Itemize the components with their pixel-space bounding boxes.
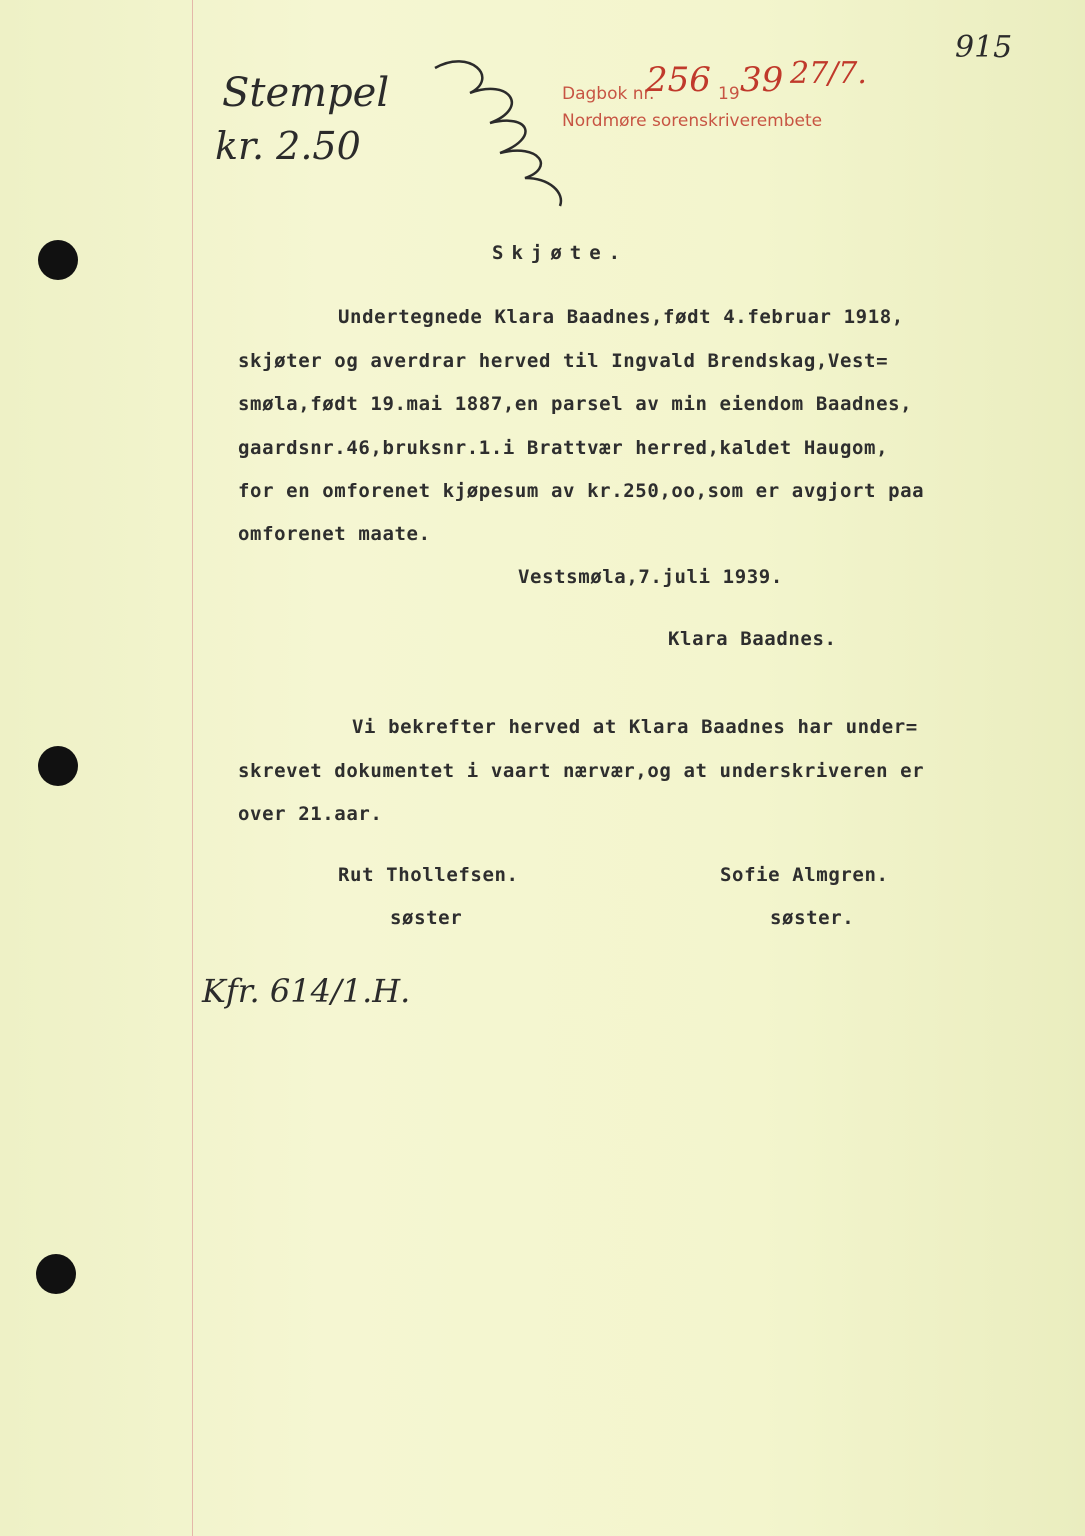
body-line: skjøter og averdrar herved til Ingvald Brendskag,Vest=: [238, 350, 889, 372]
stamp-date: 27/7.: [790, 56, 867, 91]
stamp-dagbok-label: Dagbok nr.: [562, 84, 655, 104]
witness-line: over 21.aar.: [238, 803, 383, 825]
punch-hole: [36, 1254, 76, 1294]
handwritten-stamp-amount: kr. 2.50: [215, 124, 361, 168]
stamp-year-prefix: 19: [718, 84, 740, 104]
witness-line: Vi bekrefter herved at Klara Baadnes har under=: [352, 716, 918, 738]
witness2-name: Sofie Almgren.: [720, 864, 889, 886]
witness2-title: søster.: [770, 907, 855, 929]
place-date: Vestsmøla,7.juli 1939.: [518, 566, 783, 588]
witness-line: skrevet dokumentet i vaart nærvær,og at underskriveren er: [238, 760, 925, 782]
page-number: 915: [955, 30, 1013, 65]
handwritten-footer-note: Kfr. 614/1.H.: [202, 972, 411, 1010]
document-title: Skjøte.: [492, 242, 629, 264]
body-line: for en omforenet kjøpesum av kr.250,oo,som er avgjort paa: [238, 480, 925, 502]
body-line: omforenet maate.: [238, 523, 431, 545]
witness1-title: søster: [390, 907, 463, 929]
punch-hole: [38, 746, 78, 786]
stamp-year-suffix: 39: [740, 60, 784, 100]
margin-line: [192, 0, 193, 1536]
signature: Klara Baadnes.: [668, 628, 837, 650]
body-line: gaardsnr.46,bruksnr.1.i Brattvær herred,kaldet Haugom,: [238, 437, 889, 459]
body-line: smøla,født 19.mai 1887,en parsel av min eiendom Baadnes,: [238, 393, 913, 415]
witness1-name: Rut Thollefsen.: [338, 864, 519, 886]
body-line: Undertegnede Klara Baadnes,født 4.februar 1918,: [338, 306, 904, 328]
stamp-office: Nordmøre sorenskriverembete: [562, 111, 823, 131]
stamp-dagbok-number: 256: [646, 60, 711, 100]
handwritten-flourish: [430, 38, 570, 208]
handwritten-stamp-note: Stempel: [222, 70, 390, 116]
punch-hole: [38, 240, 78, 280]
